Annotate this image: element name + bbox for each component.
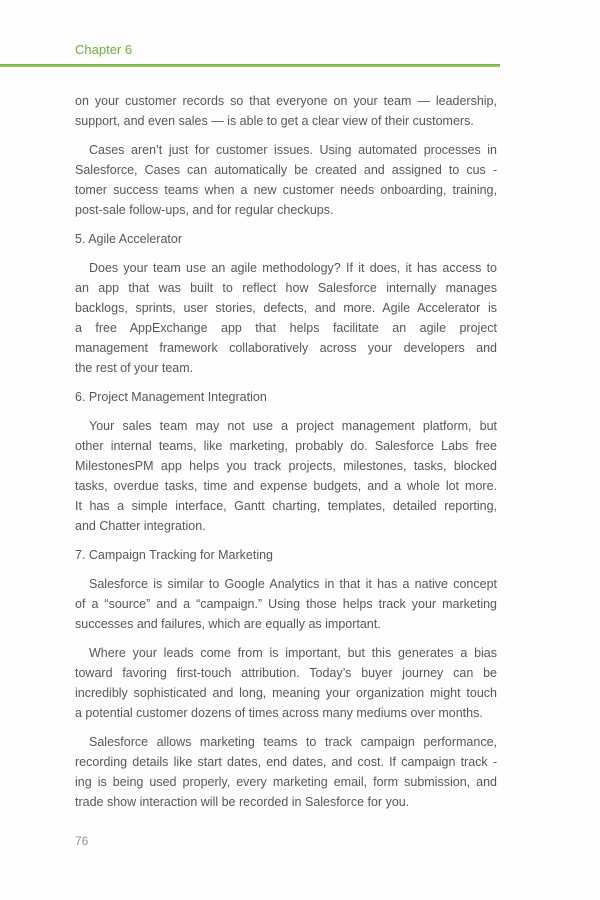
chapter-rule [0,64,500,67]
paragraph [75,574,497,634]
text-line: It has a simple interface, Gantt charting, templates, detailed reporting, [75,499,497,513]
text-line: Salesforce, Cases can automatically be created and assigned to cus - [75,163,497,177]
text-line: ing is being used properly, every marketing email, form submission, and [75,775,497,789]
text-line: of a “source” and a “campaign.” Using those helps track your marketing [75,597,497,611]
paragraph [75,732,497,812]
text-line: incredibly sophisticated and long, meaning your organization might touch [75,686,497,700]
paragraph [75,91,497,131]
text-line: Salesforce allows marketing teams to track campaign performance, [89,735,497,749]
text-line: an app that was built to reflect how Salesforce internally manages [75,281,497,295]
page-number: 76 [75,834,89,848]
text-line: a free AppExchange app that helps facilitate an agile project [75,321,497,335]
paragraph [75,416,497,536]
text-line: toward favoring first-touch attribution. Today’s buyer journey can be [75,666,497,680]
text-line: recording details like start dates, end dates, and cost. If campaign track - [75,755,497,769]
paragraph [75,258,497,378]
section-heading [75,545,497,565]
text-line: tomer success teams when a new customer needs onboarding, training, [75,183,497,197]
paragraph [75,140,497,220]
text-line: Your sales team may not use a project management platform, but [89,419,497,433]
chapter-label: Chapter 6 [75,42,133,57]
text-line: backlogs, sprints, user stories, defects, and more. Agile Accelerator is [75,301,497,315]
page-body [75,91,497,821]
text-line: and Chatter integration. [75,519,206,533]
text-line: other internal teams, like marketing, probably do. Salesforce Labs free [75,439,497,453]
text-line: successes and failures, which are equally as important. [75,617,381,631]
text-line: tasks, overdue tasks, time and expense budgets, and a whole lot more. [75,479,497,493]
text-line: Where your leads come from is important, but this generates a bias [89,646,497,660]
text-line: Cases aren’t just for customer issues. Using automated processes in [89,143,497,157]
text-line: Does your team use an agile methodology? If it does, it has access to [89,261,497,275]
section-heading [75,387,497,407]
text-line: post-sale follow-ups, and for regular checkups. [75,203,334,217]
text-line: a potential customer dozens of times across many mediums over months. [75,706,483,720]
page-footer [75,834,88,848]
text-line: Salesforce is similar to Google Analytics in that it has a native concept [89,577,497,591]
text-line: the rest of your team. [75,361,194,375]
text-line: support, and even sales — is able to get a clear view of their customers. [75,114,474,128]
text-line: 5. Agile Accelerator [75,232,183,246]
paragraph [75,643,497,723]
text-line: trade show interaction will be recorded in Salesforce for you. [75,795,410,809]
section-heading [75,229,497,249]
text-line: on your customer records so that everyone on your team — leadership, [75,94,497,108]
text-line: MilestonesPM app helps you track projects, milestones, tasks, blocked [75,459,497,473]
text-line: 7. Campaign Tracking for Marketing [75,548,274,562]
text-line: management framework collaboratively across your developers and [75,341,497,355]
text-line: 6. Project Management Integration [75,390,267,404]
